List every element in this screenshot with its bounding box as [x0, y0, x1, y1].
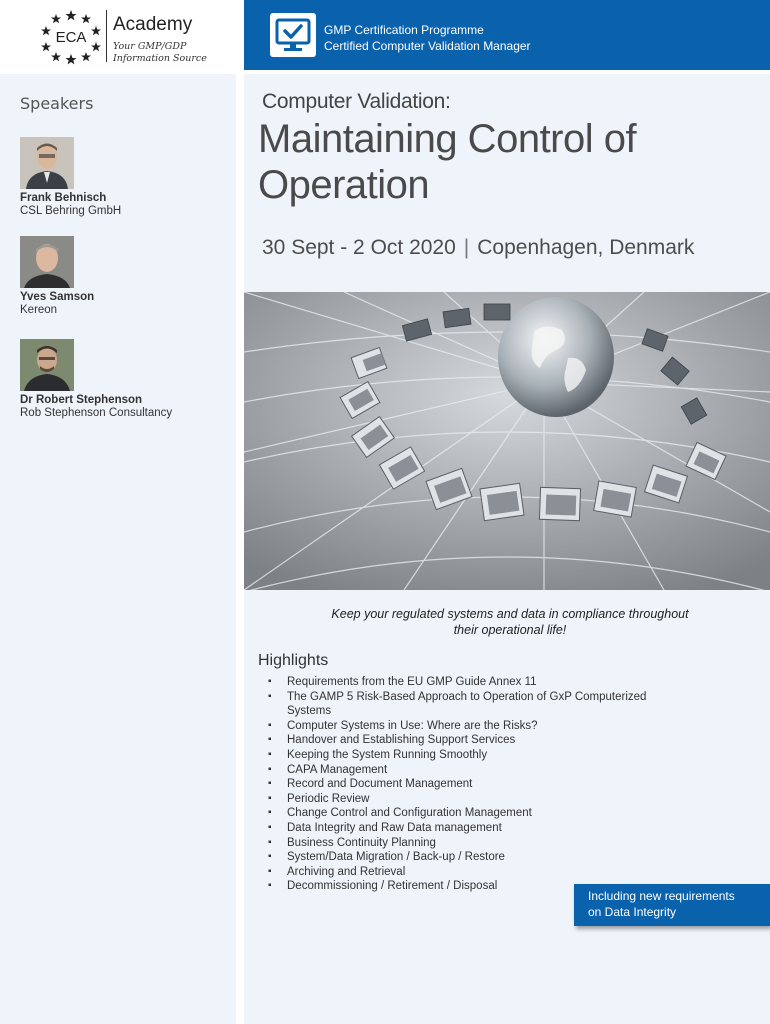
programme-header — [244, 0, 770, 70]
highlight-item: ▪ Requirements from the EU GMP Guide Annex 11 — [268, 675, 668, 690]
monitor-check-icon — [270, 13, 316, 57]
speaker-name: Yves Samson — [20, 291, 95, 303]
highlight-item: ▪ The GAMP 5 Risk-Based Approach to Operation of GxP Computerized — [268, 690, 668, 705]
speaker-card — [20, 137, 230, 217]
highlight-item: ▪ Record and Document Management — [268, 777, 668, 792]
event-location: Copenhagen, Denmark — [477, 236, 695, 259]
speaker-name: Dr Robert Stephenson — [20, 394, 143, 406]
speaker-photo — [20, 137, 74, 189]
event-title: Maintaining Control of Operation — [258, 117, 637, 207]
eca-stars-logo-icon — [36, 8, 106, 66]
event-dates: 30 Sept - 2 Oct 2020 — [262, 236, 456, 259]
speaker-org: CSL Behring GmbH — [20, 205, 122, 217]
logo-brand: Academy — [113, 14, 193, 35]
event-subtitle: Computer Validation: — [262, 90, 451, 113]
hero-image — [244, 292, 770, 590]
speaker-org: Rob Stephenson Consultancy — [20, 407, 173, 419]
programme-name: GMP Certification Programme — [324, 23, 484, 37]
highlight-item: ▪ Data Integrity and Raw Data management — [268, 821, 668, 836]
highlight-item: ▪ Decommissioning / Retirement / Disposal — [268, 879, 668, 894]
logo-mark: ECA — [55, 29, 87, 46]
highlight-item-continuation: Systems — [287, 705, 332, 718]
speaker-photo — [20, 339, 74, 391]
speaker-photo — [20, 236, 74, 288]
speaker-card — [20, 236, 230, 316]
speaker-name: Frank Behnisch — [20, 192, 107, 204]
logo-tagline-2: Information Source — [113, 53, 207, 64]
highlight-item: ▪ Handover and Establishing Support Services — [268, 733, 668, 748]
highlight-item: ▪ System/Data Migration / Back-up / Restore — [268, 850, 668, 865]
person-photo-icon — [20, 137, 74, 189]
event-tagline — [300, 606, 720, 638]
tagline-line-1: Keep your regulated systems and data in compliance throughout — [331, 607, 689, 621]
highlights-list — [268, 675, 668, 894]
highlight-item: ▪ Periodic Review — [268, 792, 668, 807]
highlight-item: ▪ Change Control and Configuration Management — [268, 806, 668, 821]
eca-academy-logo[interactable] — [36, 8, 226, 66]
highlights-heading: Highlights — [258, 652, 329, 669]
data-integrity-note — [574, 884, 770, 926]
highlight-item: ▪ Business Continuity Planning — [268, 836, 668, 851]
highlight-item: ▪ Computer Systems in Use: Where are the Risks? — [268, 719, 668, 734]
speaker-org: Kereon — [20, 304, 58, 316]
person-photo-icon — [20, 339, 74, 391]
certification-name: Certified Computer Validation Manager — [324, 39, 531, 53]
note-line-2: on Data Integrity — [588, 905, 677, 919]
person-photo-icon — [20, 236, 74, 288]
highlight-item: ▪ Archiving and Retrieval — [268, 865, 668, 880]
highlight-item: ▪ CAPA Management — [268, 763, 668, 778]
note-line-1: Including new requirements — [588, 889, 735, 903]
event-date-location — [262, 236, 694, 260]
speakers-heading: Speakers — [20, 94, 94, 113]
speaker-card — [20, 339, 230, 419]
tagline-line-2: their operational life! — [453, 623, 567, 637]
logo-divider — [106, 10, 107, 62]
highlight-item: ▪ Keeping the System Running Smoothly — [268, 748, 668, 763]
globe-laptops-illustration-icon — [244, 292, 770, 590]
logo-tagline-1: Your GMP/GDP — [113, 41, 187, 52]
date-separator: | — [463, 236, 470, 259]
